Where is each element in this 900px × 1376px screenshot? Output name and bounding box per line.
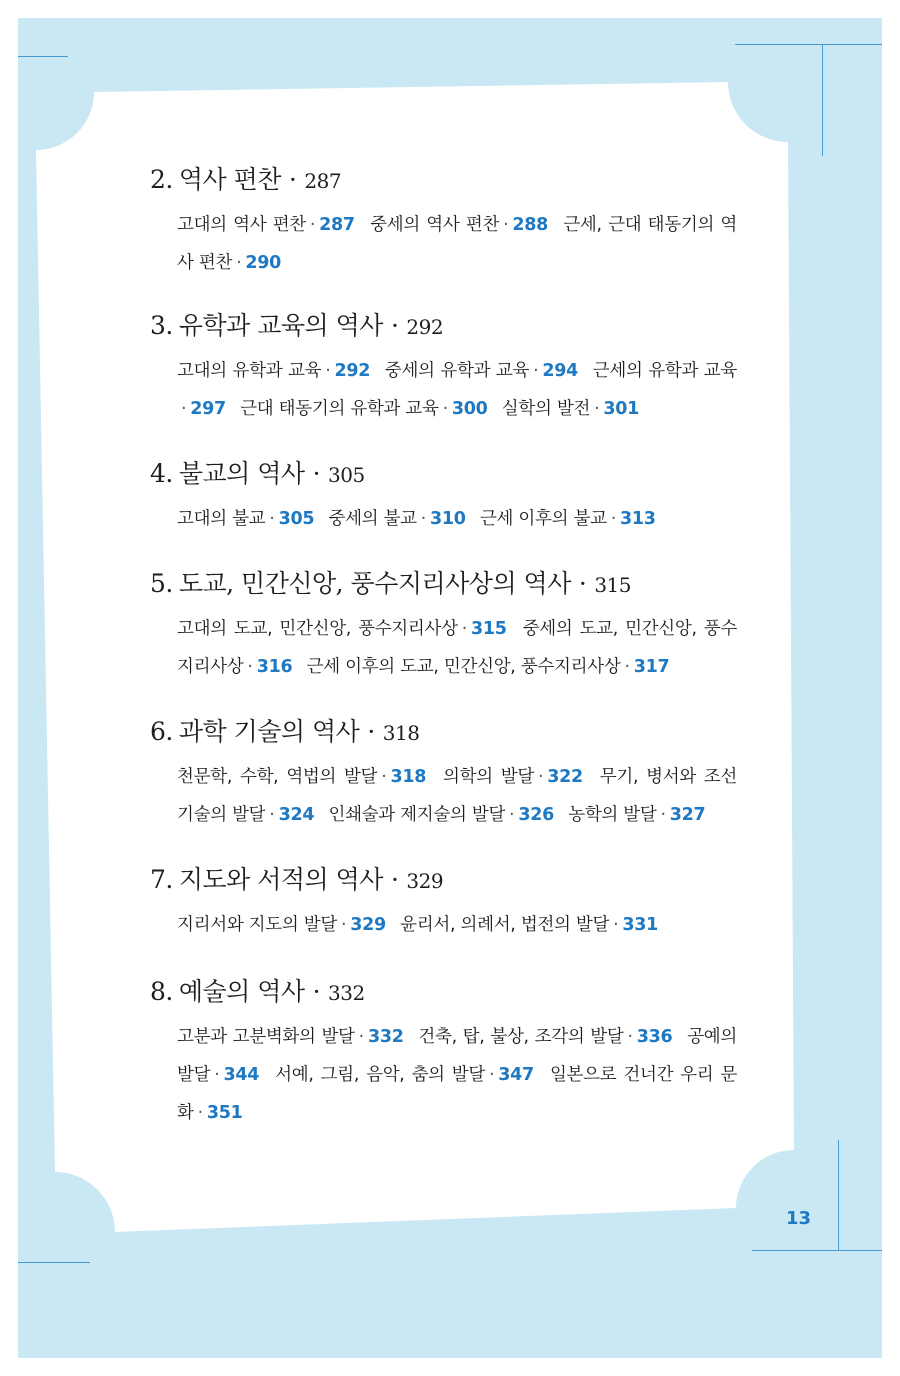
- section-number: 4.: [150, 459, 173, 488]
- separator-dot: ·: [288, 165, 297, 194]
- separator-dot: ·: [489, 1065, 495, 1085]
- separator-dot: ·: [624, 657, 630, 677]
- entry-page: 322: [547, 767, 583, 787]
- section-entries: [177, 352, 737, 428]
- toc-section-3: [150, 306, 760, 428]
- separator-dot: ·: [390, 311, 399, 340]
- toc-section-5: [150, 564, 760, 686]
- toc-entry[interactable]: [328, 805, 562, 825]
- entry-page: 344: [223, 1065, 260, 1085]
- separator-dot: ·: [610, 509, 616, 529]
- separator-dot: ·: [312, 459, 321, 488]
- entry-page: 329: [350, 915, 386, 935]
- entry-text: 근세, 근대 태동기의 역사 편찬: [177, 215, 738, 273]
- section-title[interactable]: [150, 712, 760, 748]
- section-title-text: 역사 편찬: [178, 165, 281, 194]
- entry-page: 327: [669, 805, 706, 825]
- entry-text: 무기, 병서와 조선 기술의 발달: [177, 767, 738, 825]
- entry-text: 천문학, 수학, 역법의 발달: [177, 767, 378, 787]
- entry-text: 농학의 발달: [568, 805, 657, 825]
- toc-section-4: [150, 454, 760, 538]
- separator-dot: ·: [381, 767, 387, 787]
- separator-dot: ·: [340, 915, 347, 935]
- toc-section-2: [150, 160, 760, 282]
- section-title-text: 지도와 서적의 역사: [178, 865, 383, 894]
- separator-dot: ·: [247, 657, 253, 677]
- entry-text: 고대의 역사 편찬: [177, 215, 306, 235]
- section-page: 318: [382, 721, 420, 745]
- entry-text: 윤리서, 의례서, 법전의 발달: [400, 915, 610, 935]
- entry-text: 지리서와 지도의 발달: [177, 915, 337, 935]
- entry-text: 중세의 유학과 교육: [384, 361, 530, 381]
- separator-dot: ·: [537, 767, 544, 787]
- separator-dot: ·: [578, 569, 587, 598]
- entry-text: 근대 태동기의 유학과 교육: [240, 399, 439, 419]
- entry-page: 331: [622, 915, 659, 935]
- entry-page: 351: [206, 1103, 243, 1123]
- entry-text: 인쇄술과 제지술의 발달: [328, 805, 506, 825]
- toc-entry[interactable]: [177, 215, 364, 235]
- section-number: 6.: [150, 717, 173, 746]
- section-entries: [177, 906, 737, 944]
- entry-page: 294: [542, 361, 579, 381]
- toc-entry[interactable]: [177, 361, 379, 381]
- section-entries: [177, 206, 737, 282]
- section-page: 305: [328, 463, 365, 487]
- section-page: 315: [594, 573, 631, 597]
- entry-text: 고대의 도교, 민간신앙, 풍수지리사상: [177, 619, 458, 639]
- separator-dot: ·: [214, 1065, 220, 1085]
- entry-text: 근세 이후의 도교, 민간신앙, 풍수지리사상: [306, 657, 621, 677]
- section-title[interactable]: [150, 160, 760, 196]
- section-page: 329: [406, 869, 444, 893]
- entry-text: 의학의 발달: [443, 767, 534, 787]
- toc-section-6: [150, 712, 760, 834]
- section-entries: [177, 758, 737, 834]
- section-title-text: 과학 기술의 역사: [178, 717, 360, 746]
- toc-entry[interactable]: [328, 509, 474, 529]
- entry-page: 292: [334, 361, 371, 381]
- section-title[interactable]: [150, 306, 760, 342]
- section-title[interactable]: [150, 860, 760, 896]
- toc-entry[interactable]: [307, 657, 679, 677]
- section-title-text: 도교, 민간신앙, 풍수지리사상의 역사: [178, 569, 571, 598]
- separator-dot: ·: [533, 361, 539, 381]
- section-number: 8.: [150, 977, 173, 1006]
- separator-dot: ·: [442, 399, 448, 419]
- entry-text: 중세의 불교: [328, 509, 417, 529]
- toc-entry[interactable]: [177, 915, 395, 935]
- entry-page: 301: [603, 399, 639, 419]
- toc-section-7: [150, 860, 760, 944]
- section-title-text: 예술의 역사: [178, 977, 305, 1006]
- section-number: 3.: [150, 311, 173, 340]
- toc-entry[interactable]: [568, 805, 714, 825]
- toc-entry[interactable]: [177, 767, 435, 787]
- separator-dot: ·: [309, 215, 316, 235]
- section-entries: [177, 500, 737, 538]
- entry-page: 313: [619, 509, 656, 529]
- entry-text: 고대의 유학과 교육: [177, 361, 322, 381]
- separator-dot: ·: [503, 215, 509, 235]
- section-title-text: 유학과 교육의 역사: [178, 311, 383, 340]
- section-page: 332: [328, 981, 365, 1005]
- separator-dot: ·: [269, 805, 275, 825]
- toc-entry[interactable]: [275, 1065, 543, 1085]
- separator-dot: ·: [358, 1027, 364, 1047]
- entry-page: 287: [319, 215, 355, 235]
- section-number: 2.: [150, 165, 173, 194]
- entry-page: 290: [245, 253, 281, 273]
- entry-text: 중세의 역사 편찬: [370, 215, 500, 235]
- section-title[interactable]: [150, 564, 760, 600]
- entry-text: 근세 이후의 불교: [479, 509, 607, 529]
- entry-page: 318: [390, 767, 427, 787]
- separator-dot: ·: [627, 1027, 633, 1047]
- toc-entry[interactable]: [370, 215, 557, 235]
- entry-page: 305: [278, 509, 315, 529]
- toc-entry[interactable]: [177, 509, 323, 529]
- entry-text: 건축, 탑, 불상, 조각의 발달: [418, 1027, 624, 1047]
- separator-dot: ·: [420, 509, 427, 529]
- separator-dot: ·: [236, 253, 242, 273]
- section-title[interactable]: [150, 454, 760, 490]
- entry-text: 고분과 고분벽화의 발달: [177, 1027, 355, 1047]
- toc-entry[interactable]: [443, 767, 592, 787]
- toc-entry[interactable]: [400, 915, 667, 935]
- section-page: 292: [406, 315, 444, 339]
- page-number: 13: [786, 1208, 812, 1229]
- section-title-text: 불교의 역사: [178, 459, 305, 488]
- entry-page: 332: [367, 1027, 404, 1047]
- separator-dot: ·: [325, 361, 331, 381]
- toc-entry[interactable]: [480, 509, 665, 529]
- entry-page: 316: [256, 657, 293, 677]
- toc-entry[interactable]: [418, 1027, 681, 1047]
- entry-page: 300: [451, 399, 488, 419]
- separator-dot: ·: [660, 805, 666, 825]
- section-entries: [177, 1018, 737, 1132]
- separator-dot: ·: [613, 915, 619, 935]
- entry-text: 고대의 불교: [177, 509, 266, 529]
- section-number: 7.: [150, 865, 173, 894]
- entry-page: 288: [512, 215, 548, 235]
- entry-page: 347: [498, 1065, 534, 1085]
- entry-text: 공예의 발달: [177, 1027, 738, 1085]
- toc-entry[interactable]: [177, 619, 516, 639]
- entry-page: 336: [636, 1027, 673, 1047]
- section-number: 5.: [150, 569, 173, 598]
- entry-text: 일본으로 건너간 우리 문화: [177, 1065, 738, 1123]
- entry-page: 317: [633, 657, 670, 677]
- entry-text: 근세의 유학과 교육: [592, 361, 737, 381]
- toc-section-8: [150, 972, 760, 1132]
- toc-entry[interactable]: [502, 399, 648, 419]
- toc-entry[interactable]: [177, 1027, 413, 1047]
- entry-text: 서예, 그림, 음악, 춤의 발달: [275, 1065, 486, 1085]
- toc-entry[interactable]: [385, 361, 587, 381]
- entry-page: 310: [430, 509, 466, 529]
- section-entries: [177, 610, 737, 686]
- entry-page: 315: [471, 619, 507, 639]
- entry-page: 297: [190, 399, 226, 419]
- toc-entry[interactable]: [240, 399, 496, 419]
- section-page: 287: [304, 169, 342, 193]
- separator-dot: ·: [390, 865, 399, 894]
- separator-dot: ·: [461, 619, 467, 639]
- entry-text: 실학의 발전: [501, 399, 591, 419]
- separator-dot: ·: [197, 1103, 203, 1123]
- separator-dot: ·: [509, 805, 515, 825]
- entry-text: 중세의 도교, 민간신앙, 풍수지리사상: [177, 619, 737, 677]
- separator-dot: ·: [269, 509, 275, 529]
- section-title[interactable]: [150, 972, 760, 1008]
- entry-page: 324: [278, 805, 315, 825]
- separator-dot: ·: [181, 399, 187, 419]
- separator-dot: ·: [594, 399, 600, 419]
- separator-dot: ·: [367, 717, 375, 746]
- entry-page: 326: [518, 805, 554, 825]
- separator-dot: ·: [312, 977, 321, 1006]
